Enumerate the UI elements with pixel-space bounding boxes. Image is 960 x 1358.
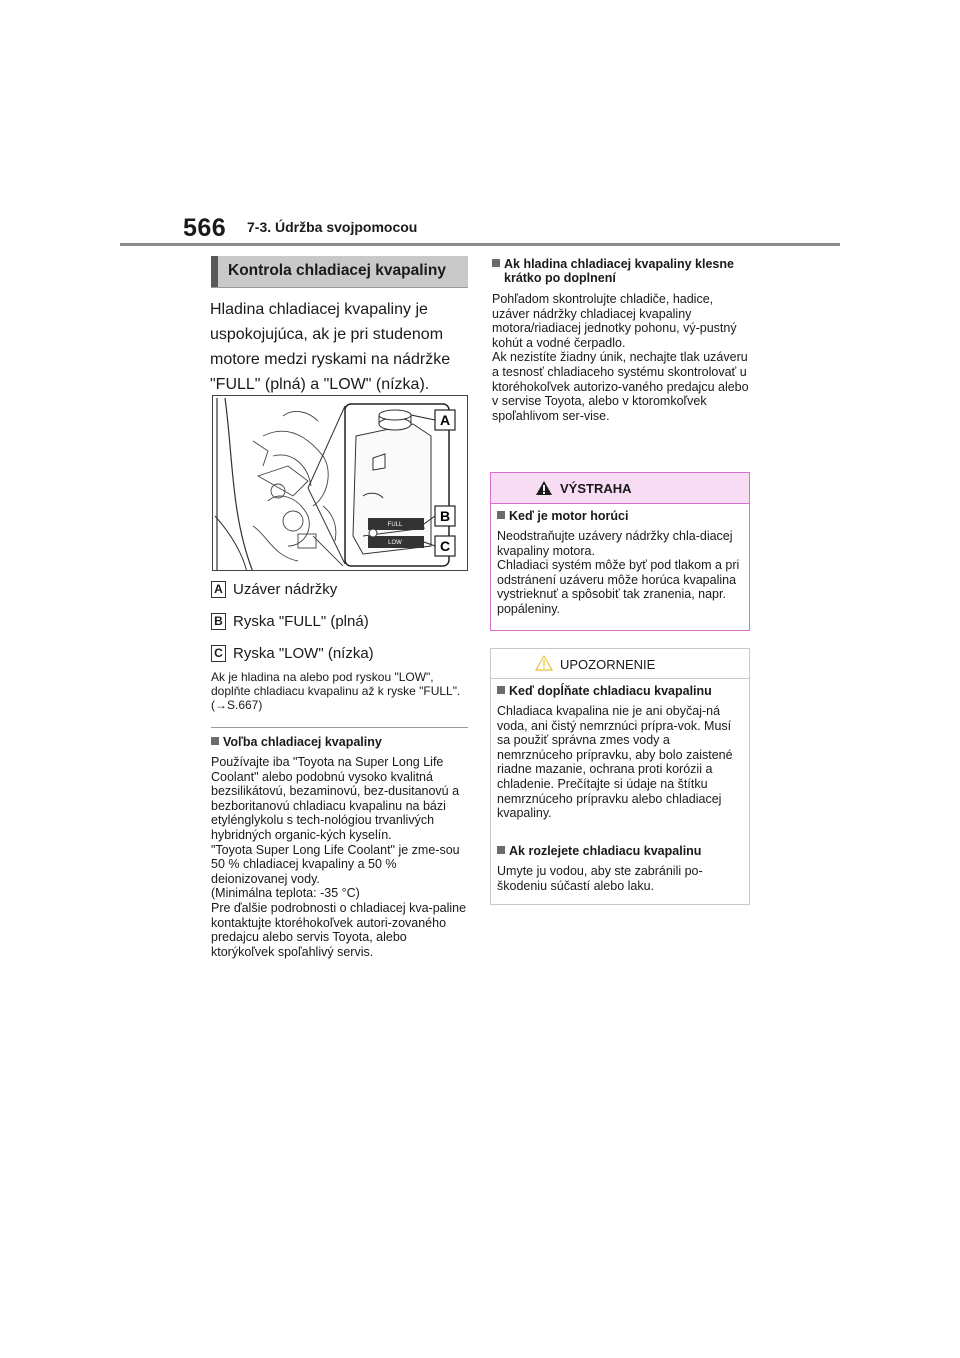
callout-a: A bbox=[439, 412, 451, 428]
refill-note: Ak je hladina na alebo pod ryskou "LOW", doplňte chladiacu kvapalinu až k ryske "FULL". (→S.667) bbox=[211, 670, 461, 712]
page-number: 566 bbox=[183, 214, 227, 242]
coolant-reservoir-figure bbox=[212, 395, 468, 571]
warning-subheading bbox=[497, 509, 628, 523]
engine-bay-illustration bbox=[213, 396, 468, 571]
level-drop-heading-text: Ak hladina chladiacej kvapaliny klesne krátko po doplnení bbox=[504, 257, 734, 285]
legend-label: Uzáver nádržky bbox=[233, 581, 338, 598]
caution-subheading-refill-text: Keď dopĺňate chladiacu kvapalinu bbox=[509, 684, 712, 698]
coolant-choice-heading bbox=[211, 735, 471, 749]
section-heading bbox=[211, 256, 468, 287]
caution-refill-text: Chladiaca kvapalina nie je ani obyčaj-ná voda, ani čistý nemrznúci prípra-vok. Musí sa použiť správna zmes vody a nemrznúceho prípravku, aby bolo zaistené riadne mazanie, ochrana proti korózii a chladenie. Prečítajte si údaje na štítku nemrznúceho prípravku alebo chladiacej kvapaliny. bbox=[497, 704, 733, 821]
warning-box bbox=[490, 472, 750, 631]
section-heading-text: Kontrola chladiacej kvapaliny bbox=[228, 262, 446, 279]
caution-subheading-spill bbox=[497, 844, 701, 858]
warning-subheading-text: Keď je motor horúci bbox=[509, 509, 629, 523]
caution-subheading-refill bbox=[497, 684, 712, 698]
legend-label: Ryska "FULL" (plná) bbox=[233, 613, 369, 630]
square-bullet-icon bbox=[497, 846, 505, 854]
warning-header bbox=[491, 473, 749, 504]
warning-title: VÝSTRAHA bbox=[560, 481, 632, 496]
legend-badge: A bbox=[211, 581, 226, 598]
header-rule bbox=[120, 243, 840, 246]
tank-low-mark: LOW bbox=[388, 540, 402, 546]
legend-badge: C bbox=[211, 645, 226, 662]
warning-triangle-icon bbox=[535, 480, 553, 496]
caution-header bbox=[491, 649, 749, 679]
caution-title: UPOZORNENIE bbox=[560, 657, 656, 672]
coolant-choice-heading-text: Voľba chladiacej kvapaliny bbox=[223, 735, 382, 749]
square-bullet-icon bbox=[211, 737, 219, 745]
callout-b: B bbox=[439, 508, 451, 524]
coolant-choice-text: Používajte iba "Toyota na Super Long Life Coolant" alebo podobnú vysoko kvalitná bezsilikátovú, bezaminovú, bez-dusitanovú a bezboritanovú chladiacu kvapalinu na bázi etylénglykolu s tech-nológiou trvanlivých hybridných organic-kých kyselín. "Toyota Super Long Life Coolant" je zme-sou 50 % chladiacej kvapaliny a 50 % deionizovanej vody. (Minimálna teplota: -35 °C) Pre ďalšie podrobnosti o chladiacej kva-paline kontaktujte ktoréhokoľvek autori-zovaného predajcu alebo servis Toyota, alebo ktorýkoľvek spoľahlivý servis. bbox=[211, 755, 467, 959]
caution-subheading-spill-text: Ak rozlejete chladiacu kvapalinu bbox=[509, 844, 702, 858]
section-title: 7-3. Údržba svojpomocou bbox=[247, 219, 418, 235]
square-bullet-icon bbox=[492, 259, 500, 267]
level-drop-text: Pohľadom skontrolujte chladiče, hadice, uzáver nádržky chladiacej kvapaliny motora/riadiacej jednotky pohonu, vý-pustný kohút a vodné čerpadlo. Ak nezistíte žiadny únik, nechajte tlak uzáveru a tesnosť chladiaceho systému skontrolovať u ktoréhokoľvek autorizo-vaného predajcu alebo v servise Toyota, alebo v ktoromkoľvek spoľahlivom ser-vise. bbox=[492, 292, 749, 423]
caution-triangle-icon bbox=[535, 655, 553, 671]
warning-text: Neodstraňujte uzávery nádržky chla-diacej kvapaliny motora. Chladiaci systém môže byť pod tlakom a pri odstránení uzáveru môže horúca kvapalina vystrieknuť a spôsobiť tak zranenia, napr. popáleniny. bbox=[497, 529, 740, 616]
level-drop-heading bbox=[492, 257, 764, 285]
note-rule bbox=[211, 727, 468, 728]
legend-label: Ryska "LOW" (nízka) bbox=[233, 645, 374, 662]
caution-box bbox=[490, 648, 750, 905]
caution-spill-text: Umyte ju vodou, aby ste zabránili po-škodeniu súčastí alebo laku. bbox=[497, 864, 703, 893]
square-bullet-icon bbox=[497, 511, 505, 519]
heading-underline bbox=[211, 287, 468, 288]
callout-c: C bbox=[439, 538, 451, 554]
square-bullet-icon bbox=[497, 686, 505, 694]
legend-badge: B bbox=[211, 613, 226, 630]
tank-full-mark: FULL bbox=[387, 522, 403, 528]
intro-text: Hladina chladiacej kvapaliny je uspokojujúca, ak je pri studenom motore medzi ryskami na nádržke "FULL" (plná) a "LOW" (nízka). bbox=[210, 301, 451, 393]
